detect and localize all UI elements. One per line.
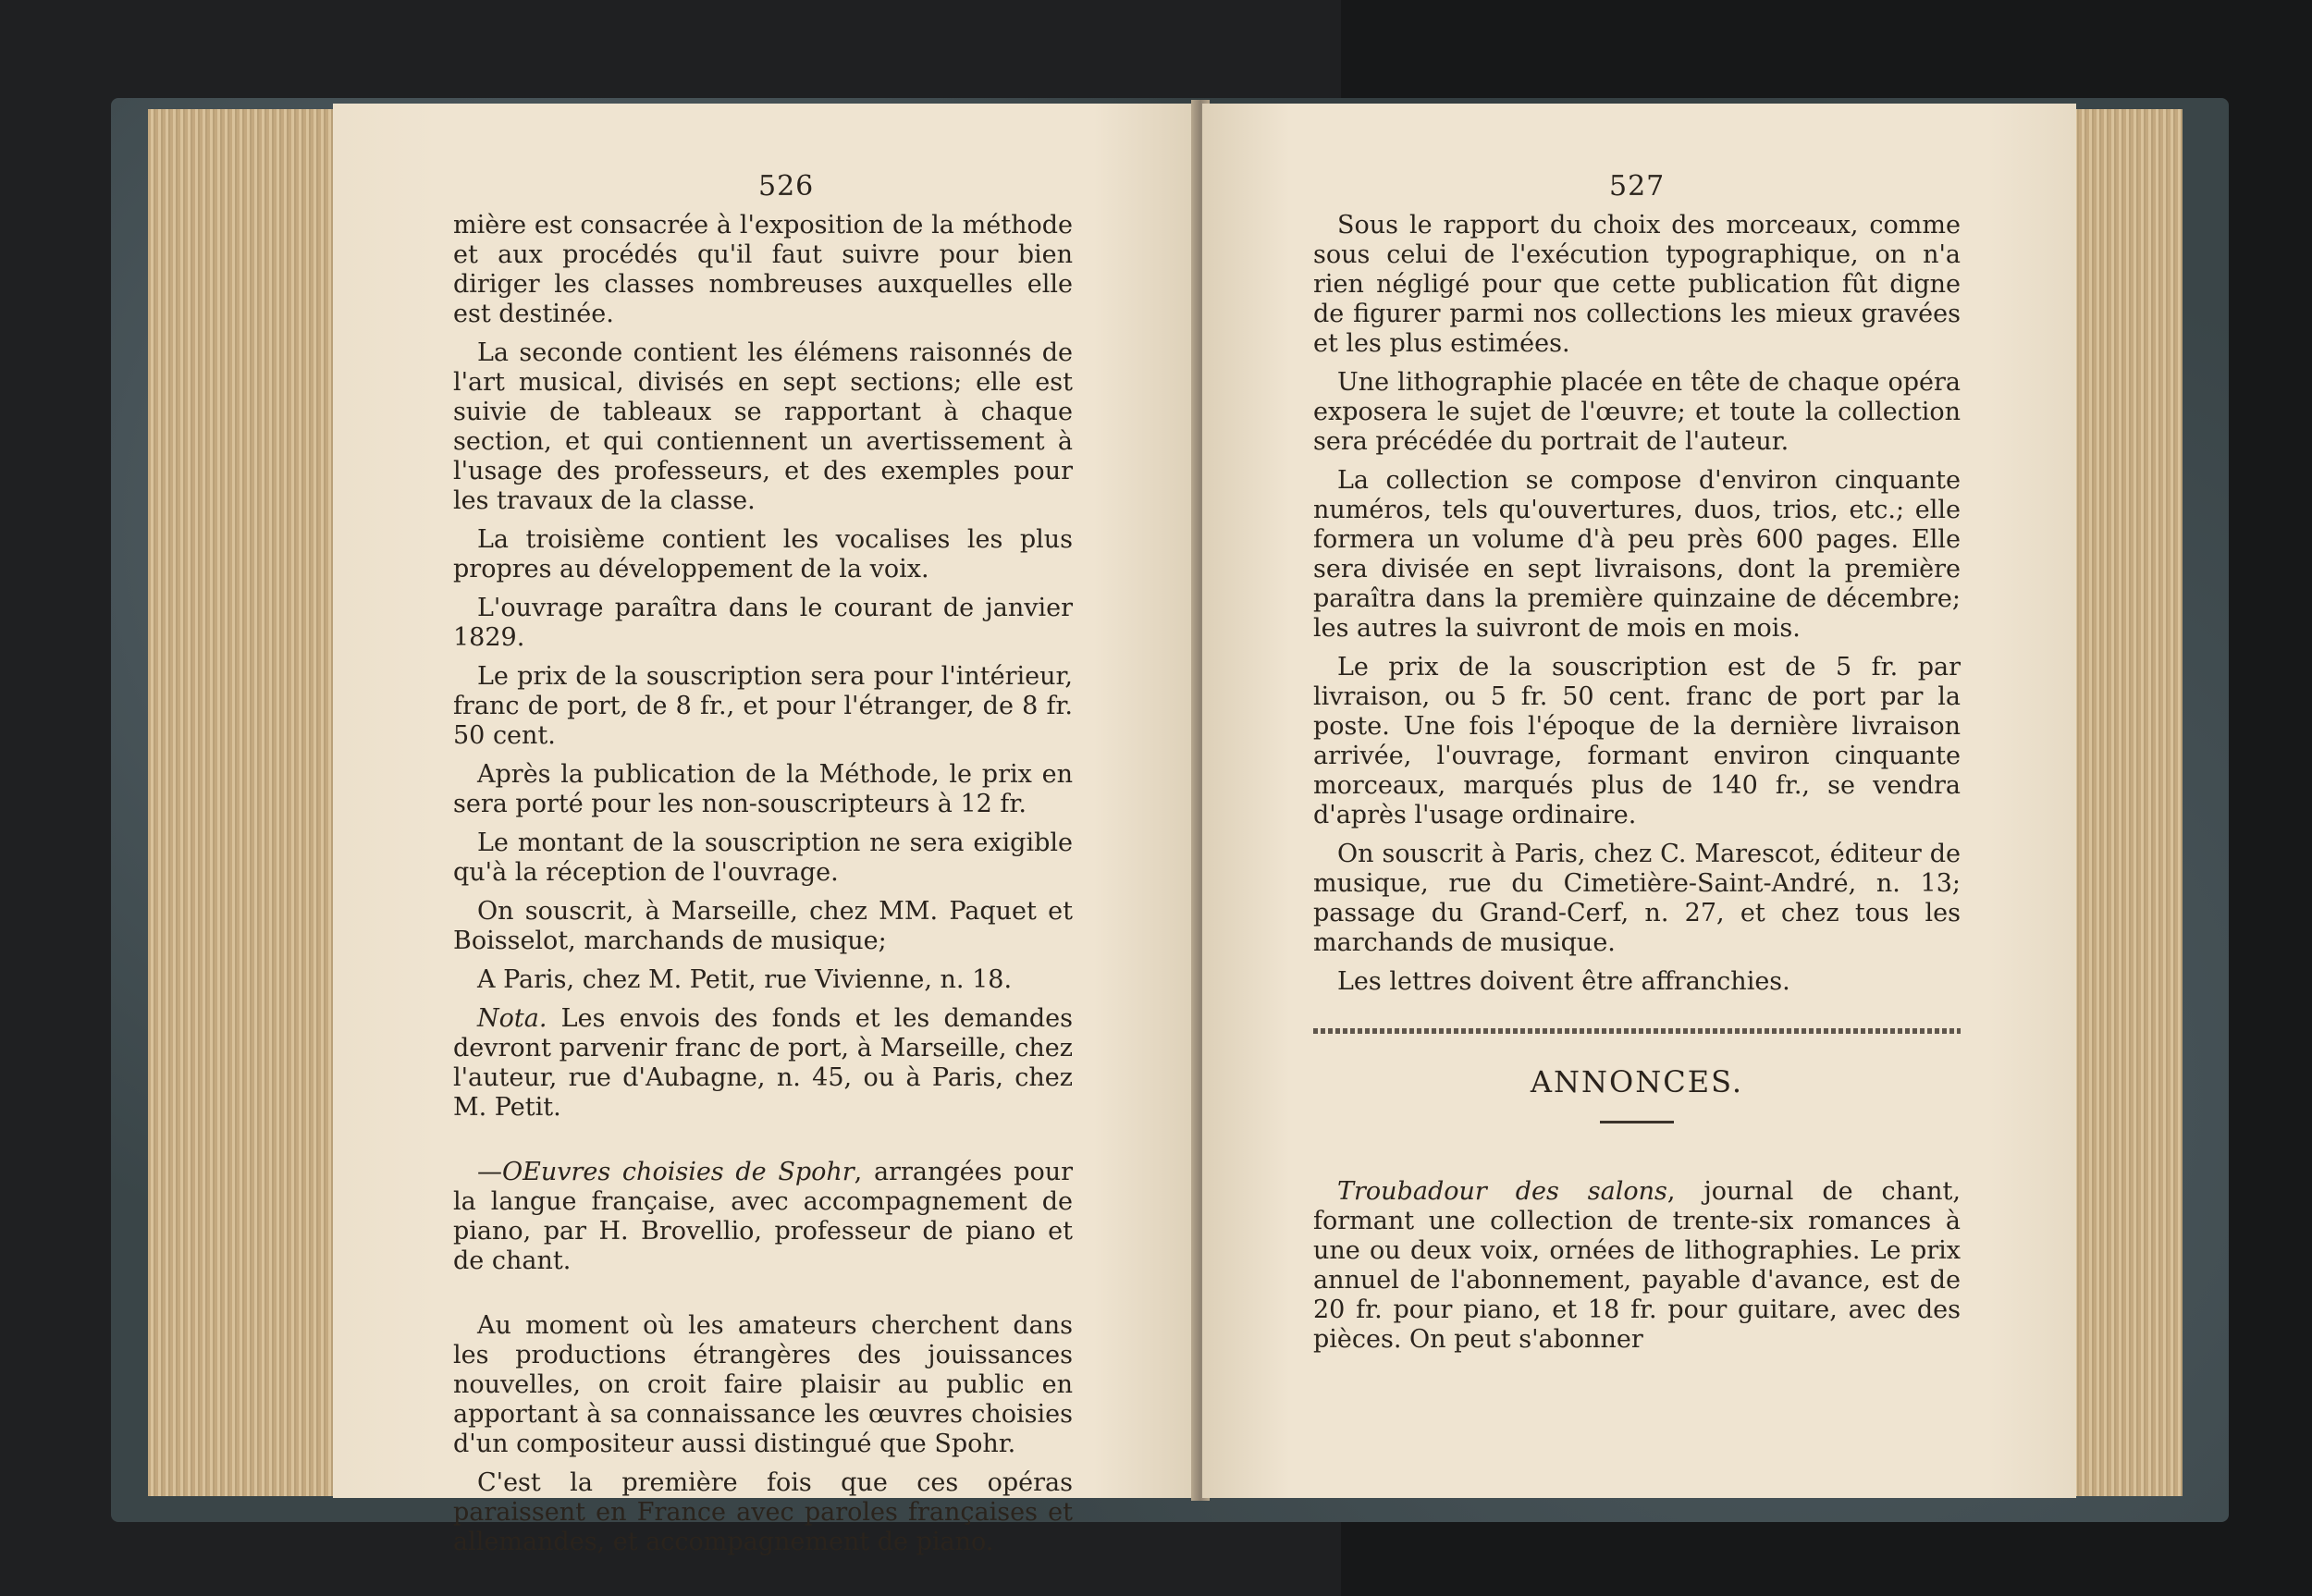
right-page-text — [1313, 211, 1961, 1364]
right-page — [1202, 104, 2076, 1498]
left-page-text — [453, 211, 1073, 1566]
paragraph: Le prix de la souscription sera pour l'intérieur, franc de port, de 8 fr., et pour l'étranger, de 8 fr. 50 cent. — [453, 662, 1073, 750]
paragraph: La troisième contient les vocalises les plus propres au développement de la voix. — [453, 525, 1073, 583]
paragraph: L'ouvrage paraîtra dans le courant de janvier 1829. — [453, 594, 1073, 652]
paragraph: Au moment où les amateurs cherchent dans les productions étrangères des jouissances nouvelles, on croit faire plaisir au public en apportant à sa connaissance les œuvres choisies d'un compositeur aussi distingué que Spohr. — [453, 1311, 1073, 1458]
paragraph: Les lettres doivent être affranchies. — [1337, 967, 1790, 996]
left-page — [333, 104, 1198, 1556]
section-heading: ANNONCES. — [1530, 1064, 1744, 1099]
nota-label: Nota. — [477, 1004, 547, 1033]
paragraph: Sous le rapport du choix des morceaux, comme sous celui de l'exécution typographique, on n'a rien négligé pour que cette publication fût digne de figurer parmi nos collections les mieux gravées et les plus estimées. — [1313, 211, 1961, 358]
paragraph: On souscrit à Paris, chez C. Marescot, éditeur de musique, rue du Cimetière-Saint-André, n. 13; passage du Grand-Cerf, n. 27, et chez tous les marchands de musique. — [1313, 840, 1961, 957]
annonce-text: , journal de chant, formant une collection de trente-six romances à une ou deux voix, ornées de lithographies. Le prix annuel de l'abonnement, payable d'avance, est de 20 fr. pour piano, et 18 fr. pour guitare, avec des pièces. On peut s'abonner — [1313, 1177, 1961, 1354]
paragraph: On souscrit, à Marseille, chez MM. Paquet et Boisselot, marchands de musique; — [453, 897, 1073, 955]
entry-text: , arrangées pour la langue française, avec accompagnement de piano, par H. Brovellio, professeur de piano et de chant. — [453, 1158, 1073, 1275]
page-edges-right — [2072, 109, 2183, 1496]
entry-title: OEuvres choisies de Spohr — [502, 1158, 855, 1186]
paragraph: mière est consacrée à l'exposition de la méthode et aux procédés qu'il faut suivre pour bien diriger les classes nombreuses auxquelles elle est destinée. — [453, 211, 1073, 328]
heading-rule — [1600, 1121, 1674, 1123]
paragraph: La collection se compose d'environ cinquante numéros, tels qu'ouvertures, duos, trios, etc.; elle formera un volume d'à peu près 600 pages. Elle sera divisée en sept livraisons, dont la première paraîtra dans la première quinzaine de décembre; les autres la suivront de mois en mois. — [1313, 466, 1961, 643]
nota-text: Les envois des fonds et les demandes devront parvenir franc de port, à Marseille, chez l'auteur, rue d'Aubagne, n. 45, ou à Paris, chez M. Petit. — [453, 1004, 1073, 1122]
spacer — [453, 1132, 1073, 1158]
annonce-paragraph — [1313, 1177, 1961, 1355]
nota-paragraph — [453, 1004, 1073, 1123]
page-number: 526 — [758, 170, 815, 203]
paragraph: C'est la première fois que ces opéras paraissent en France avec paroles françaises et allemandes, et accompagnement de piano. — [453, 1468, 1073, 1556]
paragraph: Une lithographie placée en tête de chaque opéra exposera le sujet de l'œuvre; et toute la collection sera précédée du portrait de l'auteur. — [1313, 368, 1961, 456]
paragraph: La seconde contient les élémens raisonnés de l'art musical, divisés en sept sections; elle est suivie de tableaux se rapportant à chaque section, et qui contiennent un avertissement à l'usage des professeurs, et des exemples pour les travaux de la classe. — [453, 338, 1073, 515]
paragraph: Le prix de la souscription est de 5 fr. par livraison, ou 5 fr. 50 cent. franc de port par la poste. Une fois l'époque de la dernière livraison arrivée, l'ouvrage, formant environ cinquante morceaux, marqués plus de 140 fr., se vendra d'après l'usage ordinaire. — [1313, 653, 1961, 829]
annonce-title: Troubadour des salons — [1337, 1177, 1667, 1206]
entry-paragraph — [453, 1158, 1073, 1276]
page-edges-left — [148, 109, 333, 1496]
spacer — [453, 1285, 1073, 1311]
page-number: 527 — [1609, 170, 1666, 203]
section-divider — [1313, 1028, 1961, 1034]
entry-dash: — — [477, 1158, 502, 1186]
paragraph: Après la publication de la Méthode, le prix en sera porté pour les non-souscripteurs à 12 fr. — [453, 760, 1073, 818]
paragraph: A Paris, chez M. Petit, rue Vivienne, n. 18. — [477, 965, 1013, 994]
paragraph: Le montant de la souscription ne sera exigible qu'à la réception de l'ouvrage. — [453, 829, 1073, 887]
